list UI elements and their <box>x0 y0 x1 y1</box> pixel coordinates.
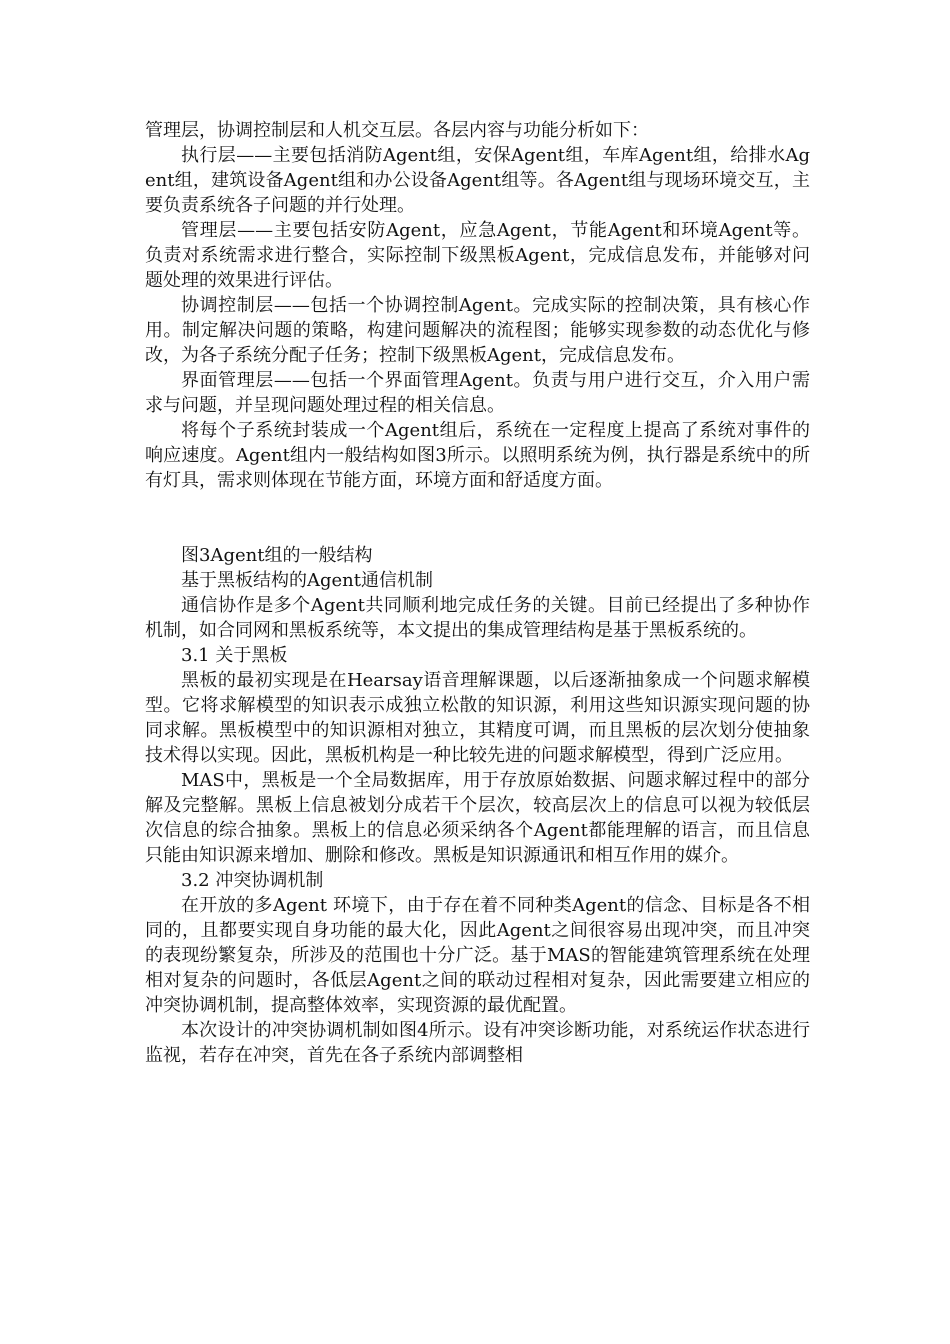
figure-3-caption: 图3Agent组的一般结构 <box>181 545 373 566</box>
heading-3-2: 3.2 冲突协调机制 <box>181 870 324 891</box>
figure-placeholder <box>145 493 810 543</box>
paragraph-communication: 通信协作是多个Agent共同顺利地完成任务的关键。目前已经提出了多种协作机制，如合同网和黑板系统等，本文提出的集成管理结构是基于黑板系统的。 <box>145 595 810 641</box>
paragraph-interface-layer: 界面管理层——包括一个界面管理Agent。负责与用户进行交互，介入用户需求与问题，并呈现问题处理过程的相关信息。 <box>145 370 810 416</box>
heading-3-1: 3.1 关于黑板 <box>181 645 288 666</box>
paragraph-conflict-design: 本次设计的冲突协调机制如图4所示。设有冲突诊断功能，对系统运作状态进行监视，若存在冲突，首先在各子系统内部调整相 <box>145 1020 810 1066</box>
document-page <box>145 118 810 1068</box>
paragraph-mas-blackboard: MAS中，黑板是一个全局数据库，用于存放原始数据、问题求解过程中的部分解及完整解。黑板上信息被划分成若干个层次，较高层次上的信息可以视为较低层次信息的综合抽象。黑板上的信息必须采纳各个Agent都能理解的语言，而且信息只能由知识源来增加、删除和修改。黑板是知识源通讯和相互作用的媒介。 <box>145 770 810 866</box>
section-heading-blackboard: 基于黑板结构的Agent通信机制 <box>181 570 433 591</box>
paragraph-coordination-layer: 协调控制层——包括一个协调控制Agent。完成实际的控制决策，具有核心作用。制定解决问题的策略，构建问题解决的流程图；能够实现参数的动态优化与修改，为各子系统分配子任务；控制下级黑板Agent，完成信息发布。 <box>145 295 810 366</box>
paragraph-agent-group: 将每个子系统封装成一个Agent组后，系统在一定程度上提高了系统对事件的响应速度。Agent组内一般结构如图3所示。以照明系统为例，执行器是系统中的所有灯具，需求则体现在节能方面，环境方面和舒适度方面。 <box>145 420 810 491</box>
paragraph-layers-intro: 管理层，协调控制层和人机交互层。各层内容与功能分析如下： <box>145 120 649 141</box>
paragraph-blackboard-origin: 黑板的最初实现是在Hearsay语音理解课题，以后逐渐抽象成一个问题求解模型。它将求解模型的知识表示成独立松散的知识源，利用这些知识源实现问题的协同求解。黑板模型中的知识源相对独立，其精度可调，而且黑板的层次划分使抽象技术得以实现。因此，黑板机构是一种比较先进的问题求解模型，得到广泛应用。 <box>145 670 810 766</box>
paragraph-management-layer: 管理层——主要包括安防Agent，应急Agent，节能Agent和环境Agent等。负责对系统需求进行整合，实际控制下级黑板Agent，完成信息发布，并能够对问题处理的效果进行评估。 <box>145 220 810 291</box>
paragraph-conflict: 在开放的多Agent 环境下，由于存在着不同种类Agent的信念、目标是各不相同的，且都要实现自身功能的最大化，因此Agent之间很容易出现冲突，而且冲突的表现纷繁复杂，所涉及的范围也十分广泛。基于MAS的智能建筑管理系统在处理相对复杂的问题时，各低层Agent之间的联动过程相对复杂，因此需要建立相应的冲突协调机制，提高整体效率，实现资源的最优配置。 <box>145 895 810 1016</box>
paragraph-execution-layer: 执行层——主要包括消防Agent组，安保Agent组，车库Agent组，给排水Agent组，建筑设备Agent组和办公设备Agent组等。各Agent组与现场环境交互，主要负责系统各子问题的并行处理。 <box>145 145 810 216</box>
